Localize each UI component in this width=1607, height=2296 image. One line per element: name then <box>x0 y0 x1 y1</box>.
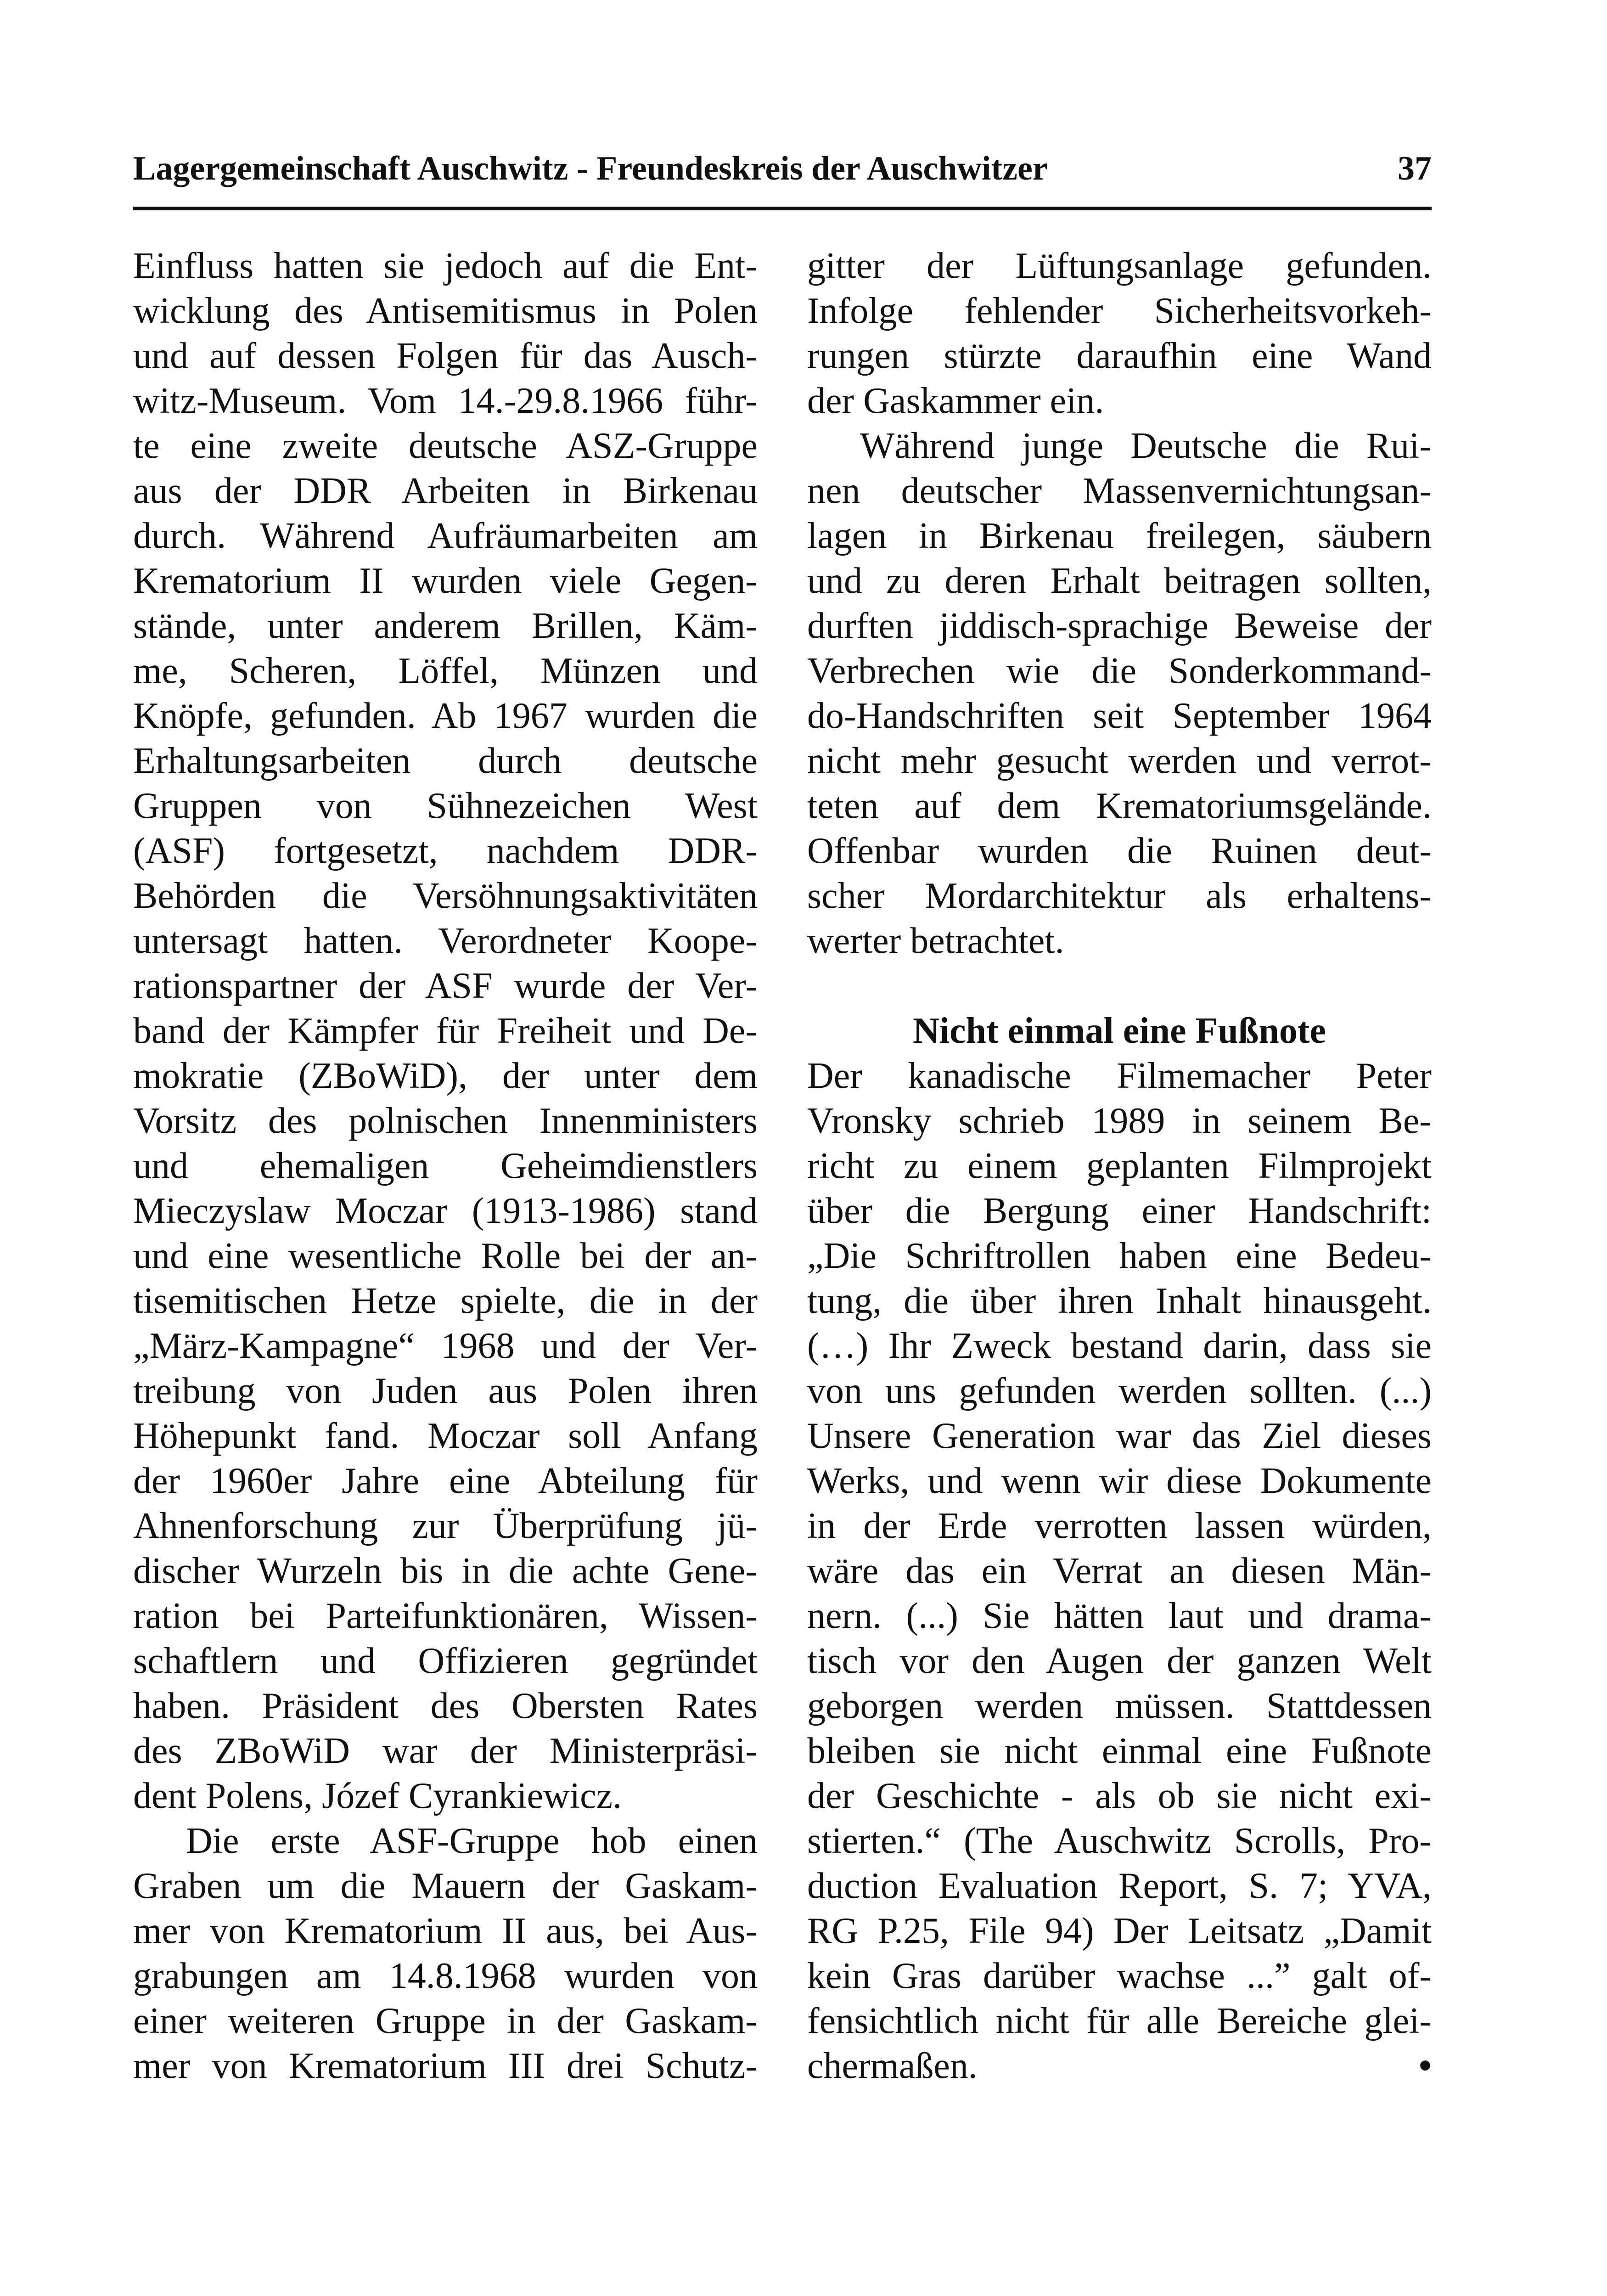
text-line: und auf dessen Folgen für das Ausch- <box>133 336 758 376</box>
text-line: Ahnenforschung zur Überprüfung jü- <box>133 1506 758 1546</box>
page-number: 37 <box>1398 150 1432 187</box>
text-line: Die erste ASF-Gruppe hob einen <box>186 1821 758 1861</box>
text-line: „März-Kampagne“ 1968 und der Ver- <box>133 1326 758 1366</box>
text-line: der Geschichte - als ob sie nicht exi- <box>807 1776 1432 1816</box>
text-line: scher Mordarchitektur als erhaltens- <box>807 876 1432 916</box>
text-line: treibung von Juden aus Polen ihren <box>133 1371 758 1411</box>
text-line: band der Kämpfer für Freiheit und De- <box>133 1011 758 1051</box>
text-line: witz-Museum. Vom 14.-29.8.1966 führ- <box>133 381 758 421</box>
text-line: Verbrechen wie die Sonderkommand- <box>807 651 1432 691</box>
text-line: Vronsky schrieb 1989 in seinem Be- <box>807 1101 1432 1141</box>
text-line: nen deutscher Massenvernichtungsan- <box>807 471 1432 511</box>
text-line: der 1960er Jahre eine Abteilung für <box>133 1461 758 1501</box>
text-line: in der Erde verrotten lassen würden, <box>807 1506 1432 1546</box>
text-line: Krematorium II wurden viele Gegen- <box>133 561 758 601</box>
text-line: richt zu einem geplanten Filmprojekt <box>807 1146 1432 1186</box>
text-line: durch. Während Aufräumarbeiten am <box>133 516 758 556</box>
text-line: wäre das ein Verrat an diesen Män- <box>807 1551 1432 1591</box>
text-line: rungen stürzte daraufhin eine Wand <box>807 336 1432 376</box>
text-line: Gruppen von Sühnezeichen West <box>133 786 758 826</box>
text-line: teten auf dem Krematoriumsgelände. <box>807 786 1432 826</box>
text-line: untersagt hatten. Verordneter Koope- <box>133 921 758 961</box>
text-line: über die Bergung einer Handschrift: <box>807 1191 1432 1231</box>
text-line: schaftlern und Offizieren gegründet <box>133 1641 758 1681</box>
text-line: lagen in Birkenau freilegen, säubern <box>807 516 1432 556</box>
text-line: Graben um die Mauern der Gaskam- <box>133 1866 758 1906</box>
text-line: und zu deren Erhalt beitragen sollten, <box>807 561 1432 601</box>
text-line: „Die Schriftrollen haben eine Bedeu- <box>807 1236 1432 1276</box>
text-line: einer weiteren Gruppe in der Gaskam- <box>133 2001 758 2041</box>
text-line: mokratie (ZBoWiD), der unter dem <box>133 1056 758 1096</box>
running-header-title: Lagergemeinschaft Auschwitz - Freundeskreis der Auschwitzer <box>133 150 1048 187</box>
left-column <box>133 243 758 2088</box>
text-line: Vorsitz des polnischen Innenministers <box>133 1101 758 1141</box>
text-line: do-Handschriften seit September 1964 <box>807 696 1432 736</box>
text-line: des ZBoWiD war der Ministerpräsi- <box>133 1731 758 1771</box>
text-line: geborgen werden müssen. Stattdessen <box>807 1686 1432 1726</box>
text-line: me, Scheren, Löffel, Münzen und <box>133 651 758 691</box>
text-line: te eine zweite deutsche ASZ-Gruppe <box>133 426 758 466</box>
text-line: der Gaskammer ein. <box>807 381 1104 421</box>
text-line: chermaßen. <box>807 2046 978 2086</box>
text-line: und eine wesentliche Rolle bei der an- <box>133 1236 758 1276</box>
text-line: dent Polens, Józef Cyrankiewicz. <box>133 1776 622 1816</box>
text-line: grabungen am 14.8.1968 wurden von <box>133 1956 758 1996</box>
text-line: (ASF) fortgesetzt, nachdem DDR- <box>133 831 758 871</box>
text-line: Knöpfe, gefunden. Ab 1967 wurden die <box>133 696 758 736</box>
text-line: wicklung des Antisemitismus in Polen <box>133 291 758 331</box>
text-line: kein Gras darüber wachse ...” galt of- <box>807 1956 1432 1996</box>
text-line: mer von Krematorium II aus, bei Aus- <box>133 1911 758 1951</box>
text-line: Offenbar wurden die Ruinen deut- <box>807 831 1432 871</box>
text-line: werter betrachtet. <box>807 921 1064 961</box>
text-line: RG P.25, File 94) Der Leitsatz „Damit <box>807 1911 1432 1951</box>
text-line: nern. (...) Sie hätten laut und drama- <box>807 1596 1432 1636</box>
text-line: stände, unter anderem Brillen, Käm- <box>133 606 758 646</box>
text-line: stierten.“ (The Auschwitz Scrolls, Pro- <box>807 1821 1432 1861</box>
text-line: Mieczyslaw Moczar (1913-1986) stand <box>133 1191 758 1231</box>
header-rule <box>133 207 1432 210</box>
text-line: fensichtlich nicht für alle Bereiche glei- <box>807 2001 1432 2041</box>
text-line: aus der DDR Arbeiten in Birkenau <box>133 471 758 511</box>
text-line: Höhepunkt fand. Moczar soll Anfang <box>133 1416 758 1456</box>
text-line: durften jiddisch-sprachige Beweise der <box>807 606 1432 646</box>
text-line: Während junge Deutsche die Rui- <box>860 426 1432 466</box>
text-line: discher Wurzeln bis in die achte Gene- <box>133 1551 758 1591</box>
right-column <box>807 243 1432 2088</box>
text-line: Unsere Generation war das Ziel dieses <box>807 1416 1432 1456</box>
text-line: Werks, und wenn wir diese Dokumente <box>807 1461 1432 1501</box>
text-line: von uns gefunden werden sollten. (...) <box>807 1371 1432 1411</box>
text-line: und ehemaligen Geheimdienstlers <box>133 1146 758 1186</box>
text-line: tung, die über ihren Inhalt hinausgeht. <box>807 1281 1432 1321</box>
text-line: bleiben sie nicht einmal eine Fußnote <box>807 1731 1432 1771</box>
text-line: Behörden die Versöhnungsaktivitäten <box>133 876 758 916</box>
text-line: (…) Ihr Zweck bestand darin, dass sie <box>807 1326 1432 1366</box>
text-line: nicht mehr gesucht werden und verrot- <box>807 741 1432 781</box>
text-line: Infolge fehlender Sicherheitsvorkeh- <box>807 291 1432 331</box>
text-line: tisch vor den Augen der ganzen Welt <box>807 1641 1432 1681</box>
text-line: tisemitischen Hetze spielte, die in der <box>133 1281 758 1321</box>
text-line: rationspartner der ASF wurde der Ver- <box>133 966 758 1006</box>
final-line-row <box>807 2043 1432 2088</box>
text-line: gitter der Lüftungsanlage gefunden. <box>807 246 1432 286</box>
text-line: haben. Präsident des Obersten Rates <box>133 1686 758 1726</box>
text-line: mer von Krematorium III drei Schutz- <box>133 2046 758 2086</box>
text-line: Einfluss hatten sie jedoch auf die Ent- <box>133 246 758 286</box>
text-line: Der kanadische Filmemacher Peter <box>807 1056 1432 1096</box>
text-line: Erhaltungsarbeiten durch deutsche <box>133 741 758 781</box>
section-heading: Nicht einmal eine Fußnote <box>913 1011 1326 1051</box>
paragraph-spacer <box>807 963 1432 1008</box>
end-of-article-mark: • <box>1418 2046 1432 2086</box>
text-line: duction Evaluation Report, S. 7; YVA, <box>807 1866 1432 1906</box>
text-line: ration bei Parteifunktionären, Wissen- <box>133 1596 758 1636</box>
